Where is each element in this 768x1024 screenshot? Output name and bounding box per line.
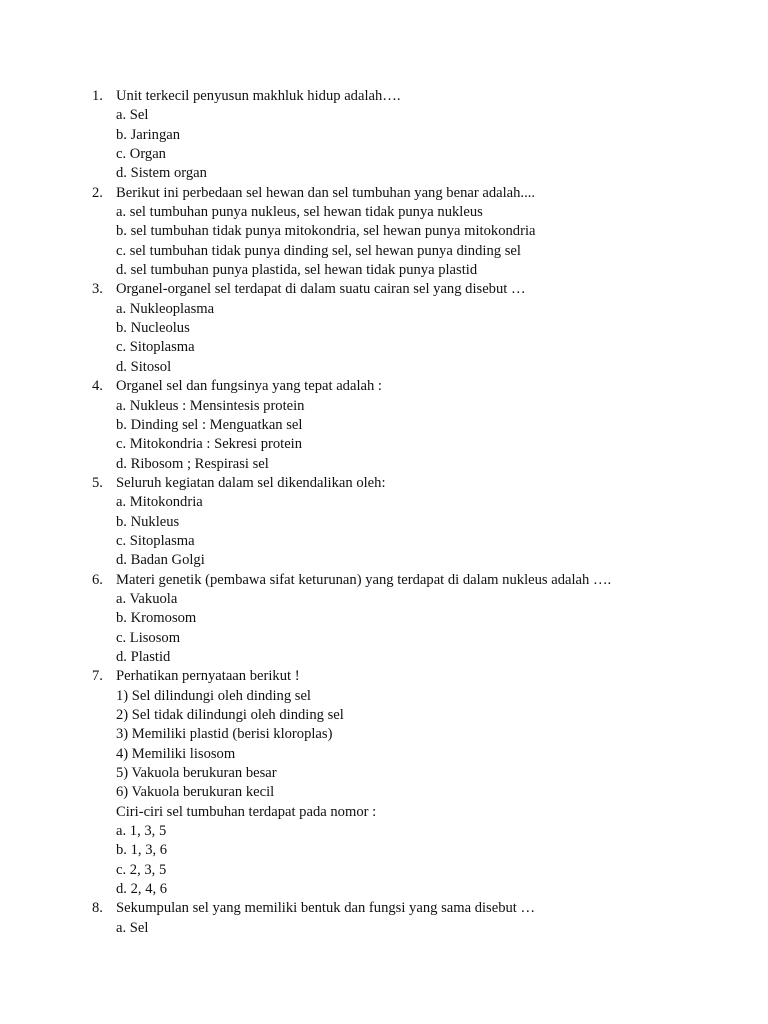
answer-option: d. Ribosom ; Respirasi sel bbox=[116, 455, 269, 472]
question-text: Materi genetik (pembawa sifat keturunan) yang terdapat di dalam nukleus adalah …. bbox=[116, 571, 612, 588]
answer-option: b. Jaringan bbox=[116, 126, 181, 143]
answer-option: b. 1, 3, 6 bbox=[116, 842, 168, 859]
question-list bbox=[89, 87, 729, 938]
answer-option: b. Kromosom bbox=[116, 610, 197, 627]
question-stem bbox=[89, 87, 729, 106]
answer-option: a. Nukleus : Mensintesis protein bbox=[116, 397, 305, 414]
question-number: 3. bbox=[92, 281, 103, 298]
question-number: 1. bbox=[92, 88, 103, 104]
question-stem bbox=[89, 184, 729, 203]
question-number: 5. bbox=[92, 474, 103, 491]
statement-line: 4) Memiliki lisosom bbox=[116, 745, 236, 762]
question-8 bbox=[89, 899, 729, 938]
question-number: 2. bbox=[92, 184, 103, 201]
answer-option: d. Sistem organ bbox=[116, 165, 207, 182]
statement-line: 3) Memiliki plastid (berisi kloroplas) bbox=[116, 726, 333, 743]
answer-option: b. Nucleolus bbox=[116, 320, 190, 337]
answer-option: d. sel tumbuhan punya plastida, sel hewan tidak punya plastid bbox=[116, 262, 478, 279]
question-2 bbox=[89, 184, 729, 281]
question-text: Seluruh kegiatan dalam sel dikendalikan oleh: bbox=[116, 474, 386, 491]
question-text: Perhatikan pernyataan berikut ! bbox=[116, 668, 300, 685]
question-number: 8. bbox=[92, 900, 103, 917]
question-number: 6. bbox=[92, 571, 103, 588]
answer-option: d. 2, 4, 6 bbox=[116, 881, 168, 898]
question-stem bbox=[89, 280, 729, 299]
answer-option: a. Sel bbox=[116, 919, 149, 936]
question-4 bbox=[89, 377, 729, 474]
answer-option: a. Nukleoplasma bbox=[116, 300, 215, 317]
answer-option: b. Dinding sel : Menguatkan sel bbox=[116, 416, 303, 433]
answer-option: b. Nukleus bbox=[116, 513, 180, 530]
question-stem bbox=[89, 571, 729, 590]
answer-option: c. Sitoplasma bbox=[116, 532, 195, 549]
answer-option: c. Sitoplasma bbox=[116, 339, 195, 356]
answer-option: c. Mitokondria : Sekresi protein bbox=[116, 436, 303, 453]
question-prompt: Ciri-ciri sel tumbuhan terdapat pada nomor : bbox=[116, 803, 377, 820]
question-text: Unit terkecil penyusun makhluk hidup adalah…. bbox=[116, 88, 401, 104]
statement-line: 1) Sel dilindungi oleh dinding sel bbox=[116, 687, 311, 704]
answer-option: c. Organ bbox=[116, 146, 166, 163]
answer-option: c. sel tumbuhan tidak punya dinding sel, sel hewan punya dinding sel bbox=[116, 242, 521, 259]
question-number: 4. bbox=[92, 378, 103, 395]
question-number: 7. bbox=[92, 668, 103, 685]
answer-option: b. sel tumbuhan tidak punya mitokondria, sel hewan punya mitokondria bbox=[116, 223, 536, 240]
statement-line: 6) Vakuola berukuran kecil bbox=[116, 784, 275, 801]
question-text: Sekumpulan sel yang memiliki bentuk dan fungsi yang sama disebut … bbox=[116, 900, 536, 917]
question-text: Organel-organel sel terdapat di dalam suatu cairan sel yang disebut … bbox=[116, 281, 526, 298]
answer-option: c. 2, 3, 5 bbox=[116, 861, 167, 878]
answer-option: d. Badan Golgi bbox=[116, 552, 205, 569]
answer-option: a. sel tumbuhan punya nukleus, sel hewan tidak punya nukleus bbox=[116, 204, 483, 221]
question-text: Organel sel dan fungsinya yang tepat adalah : bbox=[116, 378, 382, 395]
answer-option: d. Sitosol bbox=[116, 358, 172, 375]
answer-option: d. Plastid bbox=[116, 648, 171, 665]
question-7 bbox=[89, 667, 729, 899]
statement-line: 2) Sel tidak dilindungi oleh dinding sel bbox=[116, 707, 344, 723]
answer-option: a. Sel bbox=[116, 107, 149, 124]
question-text: Berikut ini perbedaan sel hewan dan sel tumbuhan yang benar adalah.... bbox=[116, 184, 536, 201]
question-1 bbox=[89, 87, 729, 184]
question-stem bbox=[89, 899, 729, 918]
question-stem bbox=[89, 474, 729, 493]
answer-option: c. Lisosom bbox=[116, 629, 181, 646]
statement-line: 5) Vakuola berukuran besar bbox=[116, 765, 277, 782]
question-3 bbox=[89, 280, 729, 377]
question-6 bbox=[89, 571, 729, 668]
answer-option: a. Vakuola bbox=[116, 590, 178, 607]
question-5 bbox=[89, 474, 729, 571]
question-stem bbox=[89, 667, 729, 686]
answer-option: a. Mitokondria bbox=[116, 494, 203, 511]
answer-option: a. 1, 3, 5 bbox=[116, 823, 167, 840]
question-stem bbox=[89, 377, 729, 396]
